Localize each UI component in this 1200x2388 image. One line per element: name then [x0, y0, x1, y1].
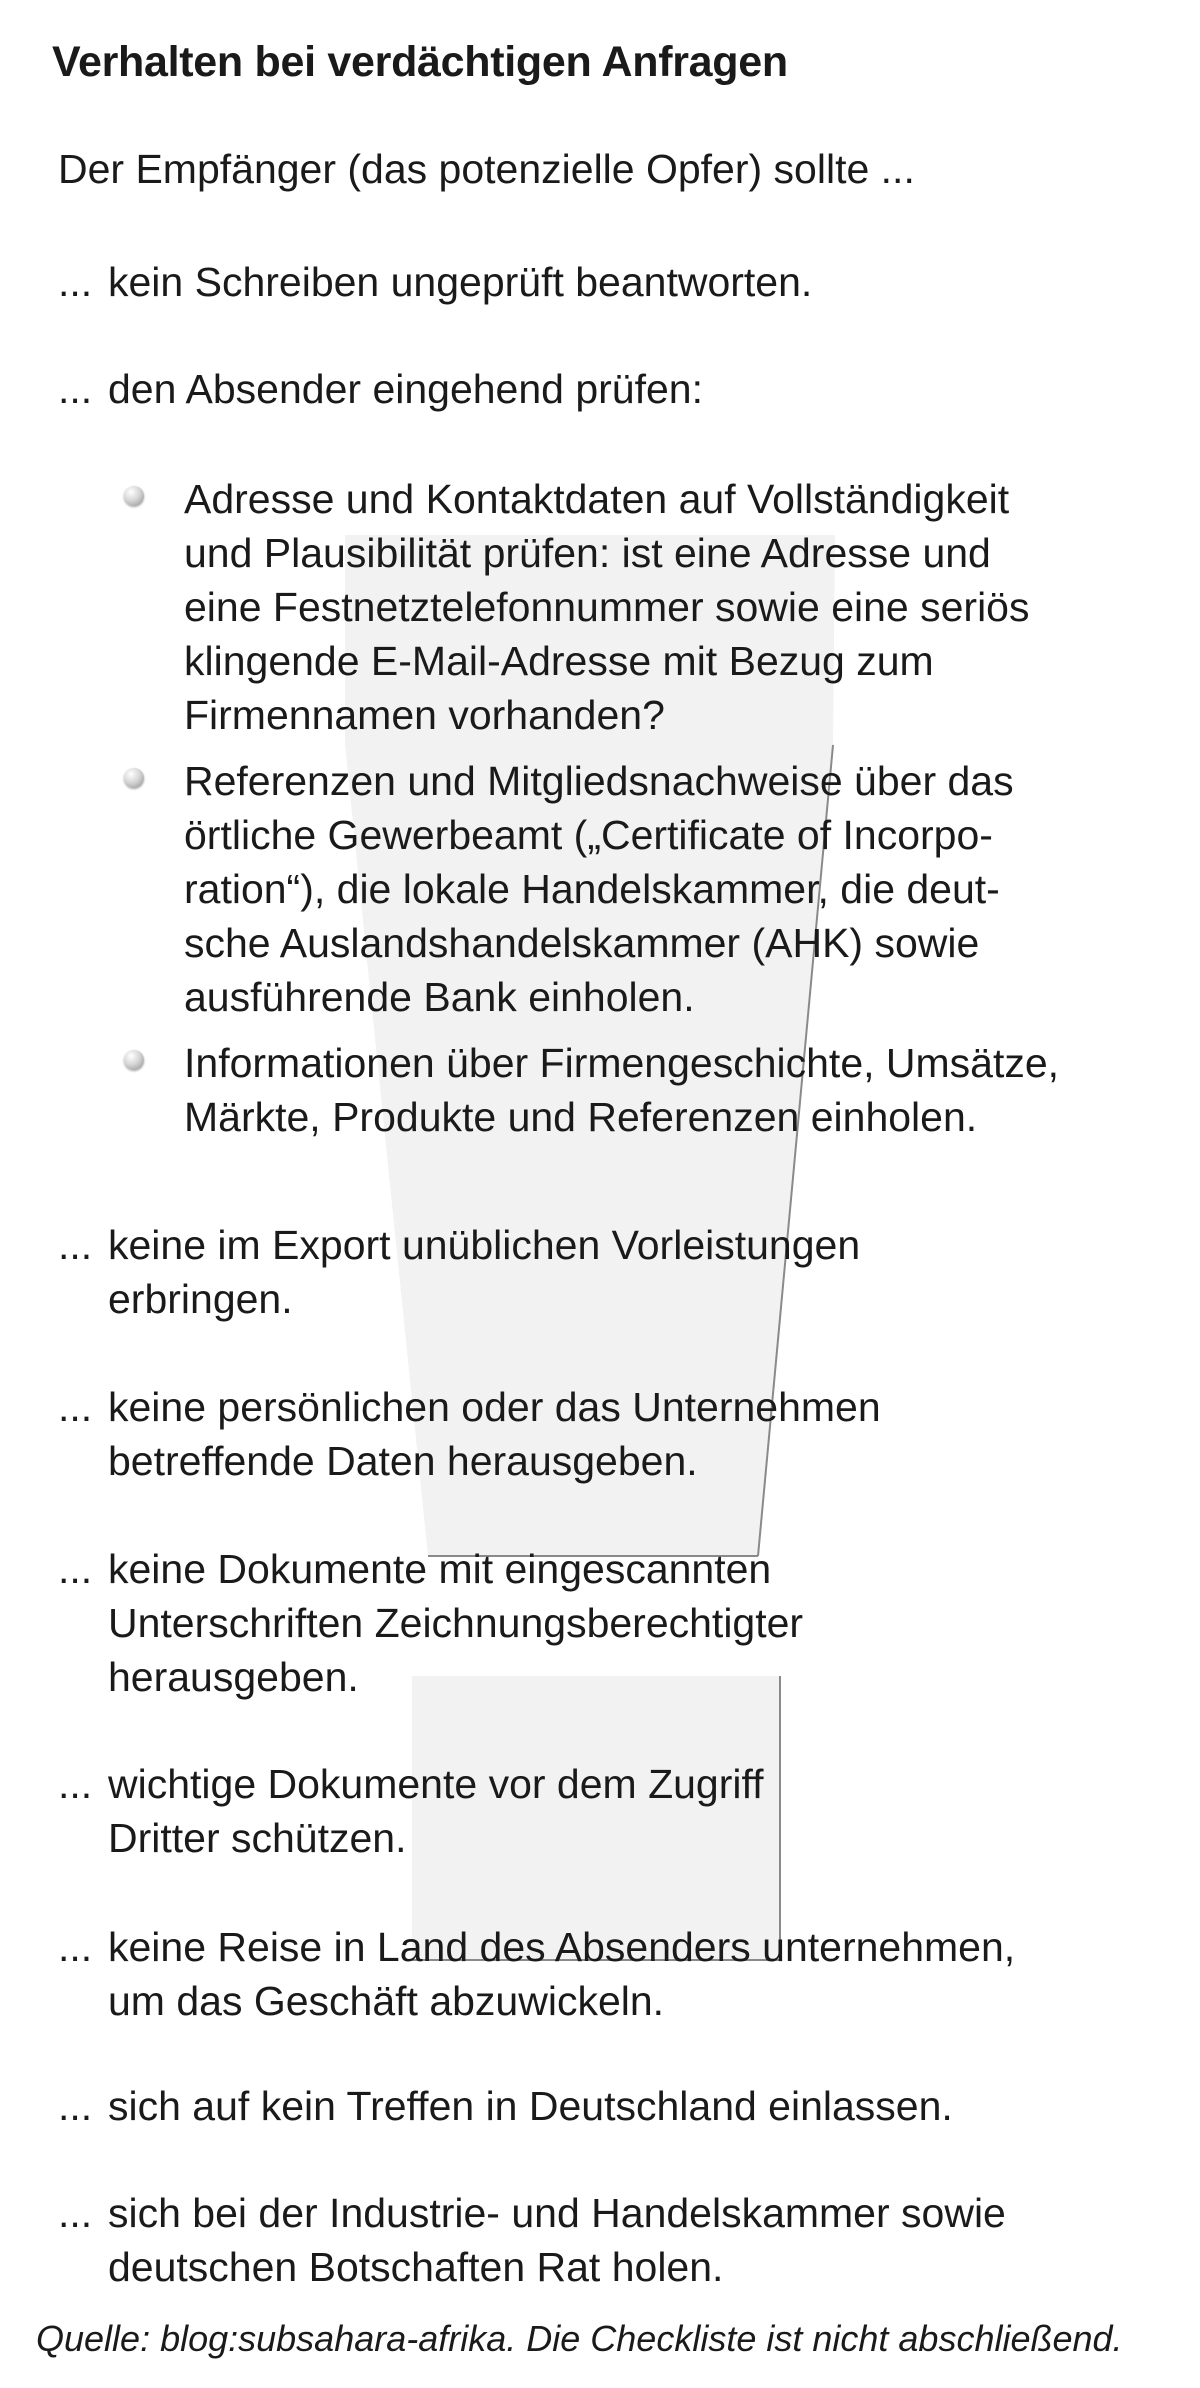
ellipsis-prefix: ...: [58, 1384, 93, 1430]
bullet-text: [184, 1036, 1059, 1144]
ellipsis-prefix: ...: [58, 2190, 93, 2236]
ellipsis-prefix: ...: [58, 1761, 93, 1807]
item-line: sich auf kein Treffen in Deutschland einlassen.: [108, 2083, 953, 2129]
checklist-item-text: [108, 2186, 1006, 2294]
item-line: keine im Export unüblichen Vorleistungen: [108, 1222, 861, 1268]
bullet-line: Referenzen und Mitgliedsnachweise über das: [184, 758, 1014, 804]
item-line: um das Geschäft abzuwickeln.: [108, 1978, 665, 2024]
bullet-line: eine Festnetztelefonnummer sowie eine seriös: [184, 584, 1030, 630]
bullet-text: [184, 754, 1014, 1024]
item-line: den Absender eingehend prüfen:: [108, 366, 704, 412]
bullet-item: [118, 472, 1059, 742]
bullet-line: und Plausibilität prüfen: ist eine Adresse und: [184, 530, 991, 576]
checklist-item: [58, 1218, 860, 1326]
checklist-item: [58, 1757, 764, 1865]
item-line: erbringen.: [108, 1276, 293, 1322]
ellipsis-prefix: ...: [58, 1924, 93, 1970]
item-line: deutschen Botschaften Rat holen.: [108, 2244, 724, 2290]
bullet-dot-icon: [118, 754, 184, 1024]
checklist-item-text: [108, 1218, 860, 1326]
checklist-item-text: [108, 1542, 803, 1704]
checklist-item-text: [108, 1920, 1015, 2028]
intro-text: Der Empfänger (das potenzielle Opfer) sollte ...: [58, 146, 915, 192]
source-caption: Quelle: blog:subsahara-afrika. Die Checkliste ist nicht abschließend.: [36, 2318, 1123, 2359]
bullet-line: Adresse und Kontaktdaten auf Vollständigkeit: [184, 476, 1010, 522]
ellipsis-prefix: ...: [58, 2083, 93, 2129]
checklist-item: [58, 2186, 1006, 2294]
checklist-item: [58, 362, 703, 416]
checklist-item-text: [108, 362, 703, 416]
sender-check-bullet-list: [118, 472, 1059, 1156]
ellipsis-prefix: ...: [58, 1546, 93, 1592]
bullet-line: Informationen über Firmengeschichte, Umsätze,: [184, 1040, 1060, 1086]
checklist-item-text: [108, 255, 812, 309]
checklist-item: [58, 1920, 1015, 2028]
checklist-item: [58, 255, 812, 309]
bullet-item: [118, 1036, 1059, 1144]
bullet-line: ausführende Bank einholen.: [184, 974, 695, 1020]
item-line: herausgeben.: [108, 1654, 359, 1700]
item-line: Dritter schützen.: [108, 1815, 407, 1861]
bullet-dot-icon: [118, 1036, 184, 1144]
item-line: keine Reise in Land des Absenders unternehmen,: [108, 1924, 1016, 1970]
checklist-item-text: [108, 1380, 881, 1488]
ellipsis-prefix: ...: [58, 259, 93, 305]
bullet-line: ration“), die lokale Handelskammer, die deut-: [184, 866, 1000, 912]
item-line: keine Dokumente mit eingescannten: [108, 1546, 772, 1592]
item-line: betreffende Daten herausgeben.: [108, 1438, 698, 1484]
bullet-line: örtliche Gewerbeamt („Certificate of Incorpo-: [184, 812, 993, 858]
page-title: Verhalten bei verdächtigen Anfragen: [52, 38, 788, 86]
ellipsis-prefix: ...: [58, 366, 93, 412]
bullet-line: sche Auslandshandelskammer (AHK) sowie: [184, 920, 980, 966]
checklist-item-text: [108, 2079, 953, 2133]
item-line: keine persönlichen oder das Unternehmen: [108, 1384, 881, 1430]
bullet-text: [184, 472, 1030, 742]
item-line: sich bei der Industrie- und Handelskammer sowie: [108, 2190, 1006, 2236]
bullet-item: [118, 754, 1059, 1024]
bullet-dot-icon: [118, 472, 184, 742]
checklist-item: [58, 1380, 881, 1488]
bullet-line: Märkte, Produkte und Referenzen einholen.: [184, 1094, 978, 1140]
checklist-item: [58, 1542, 803, 1704]
ellipsis-prefix: ...: [58, 1222, 93, 1268]
bullet-line: Firmennamen vorhanden?: [184, 692, 665, 738]
checklist-item-text: [108, 1757, 764, 1865]
bullet-line: klingende E-Mail-Adresse mit Bezug zum: [184, 638, 934, 684]
item-line: kein Schreiben ungeprüft beantworten.: [108, 259, 813, 305]
item-line: Unterschriften Zeichnungsberechtigter: [108, 1600, 804, 1646]
checklist-item: [58, 2079, 953, 2133]
item-line: wichtige Dokumente vor dem Zugriff: [108, 1761, 764, 1807]
